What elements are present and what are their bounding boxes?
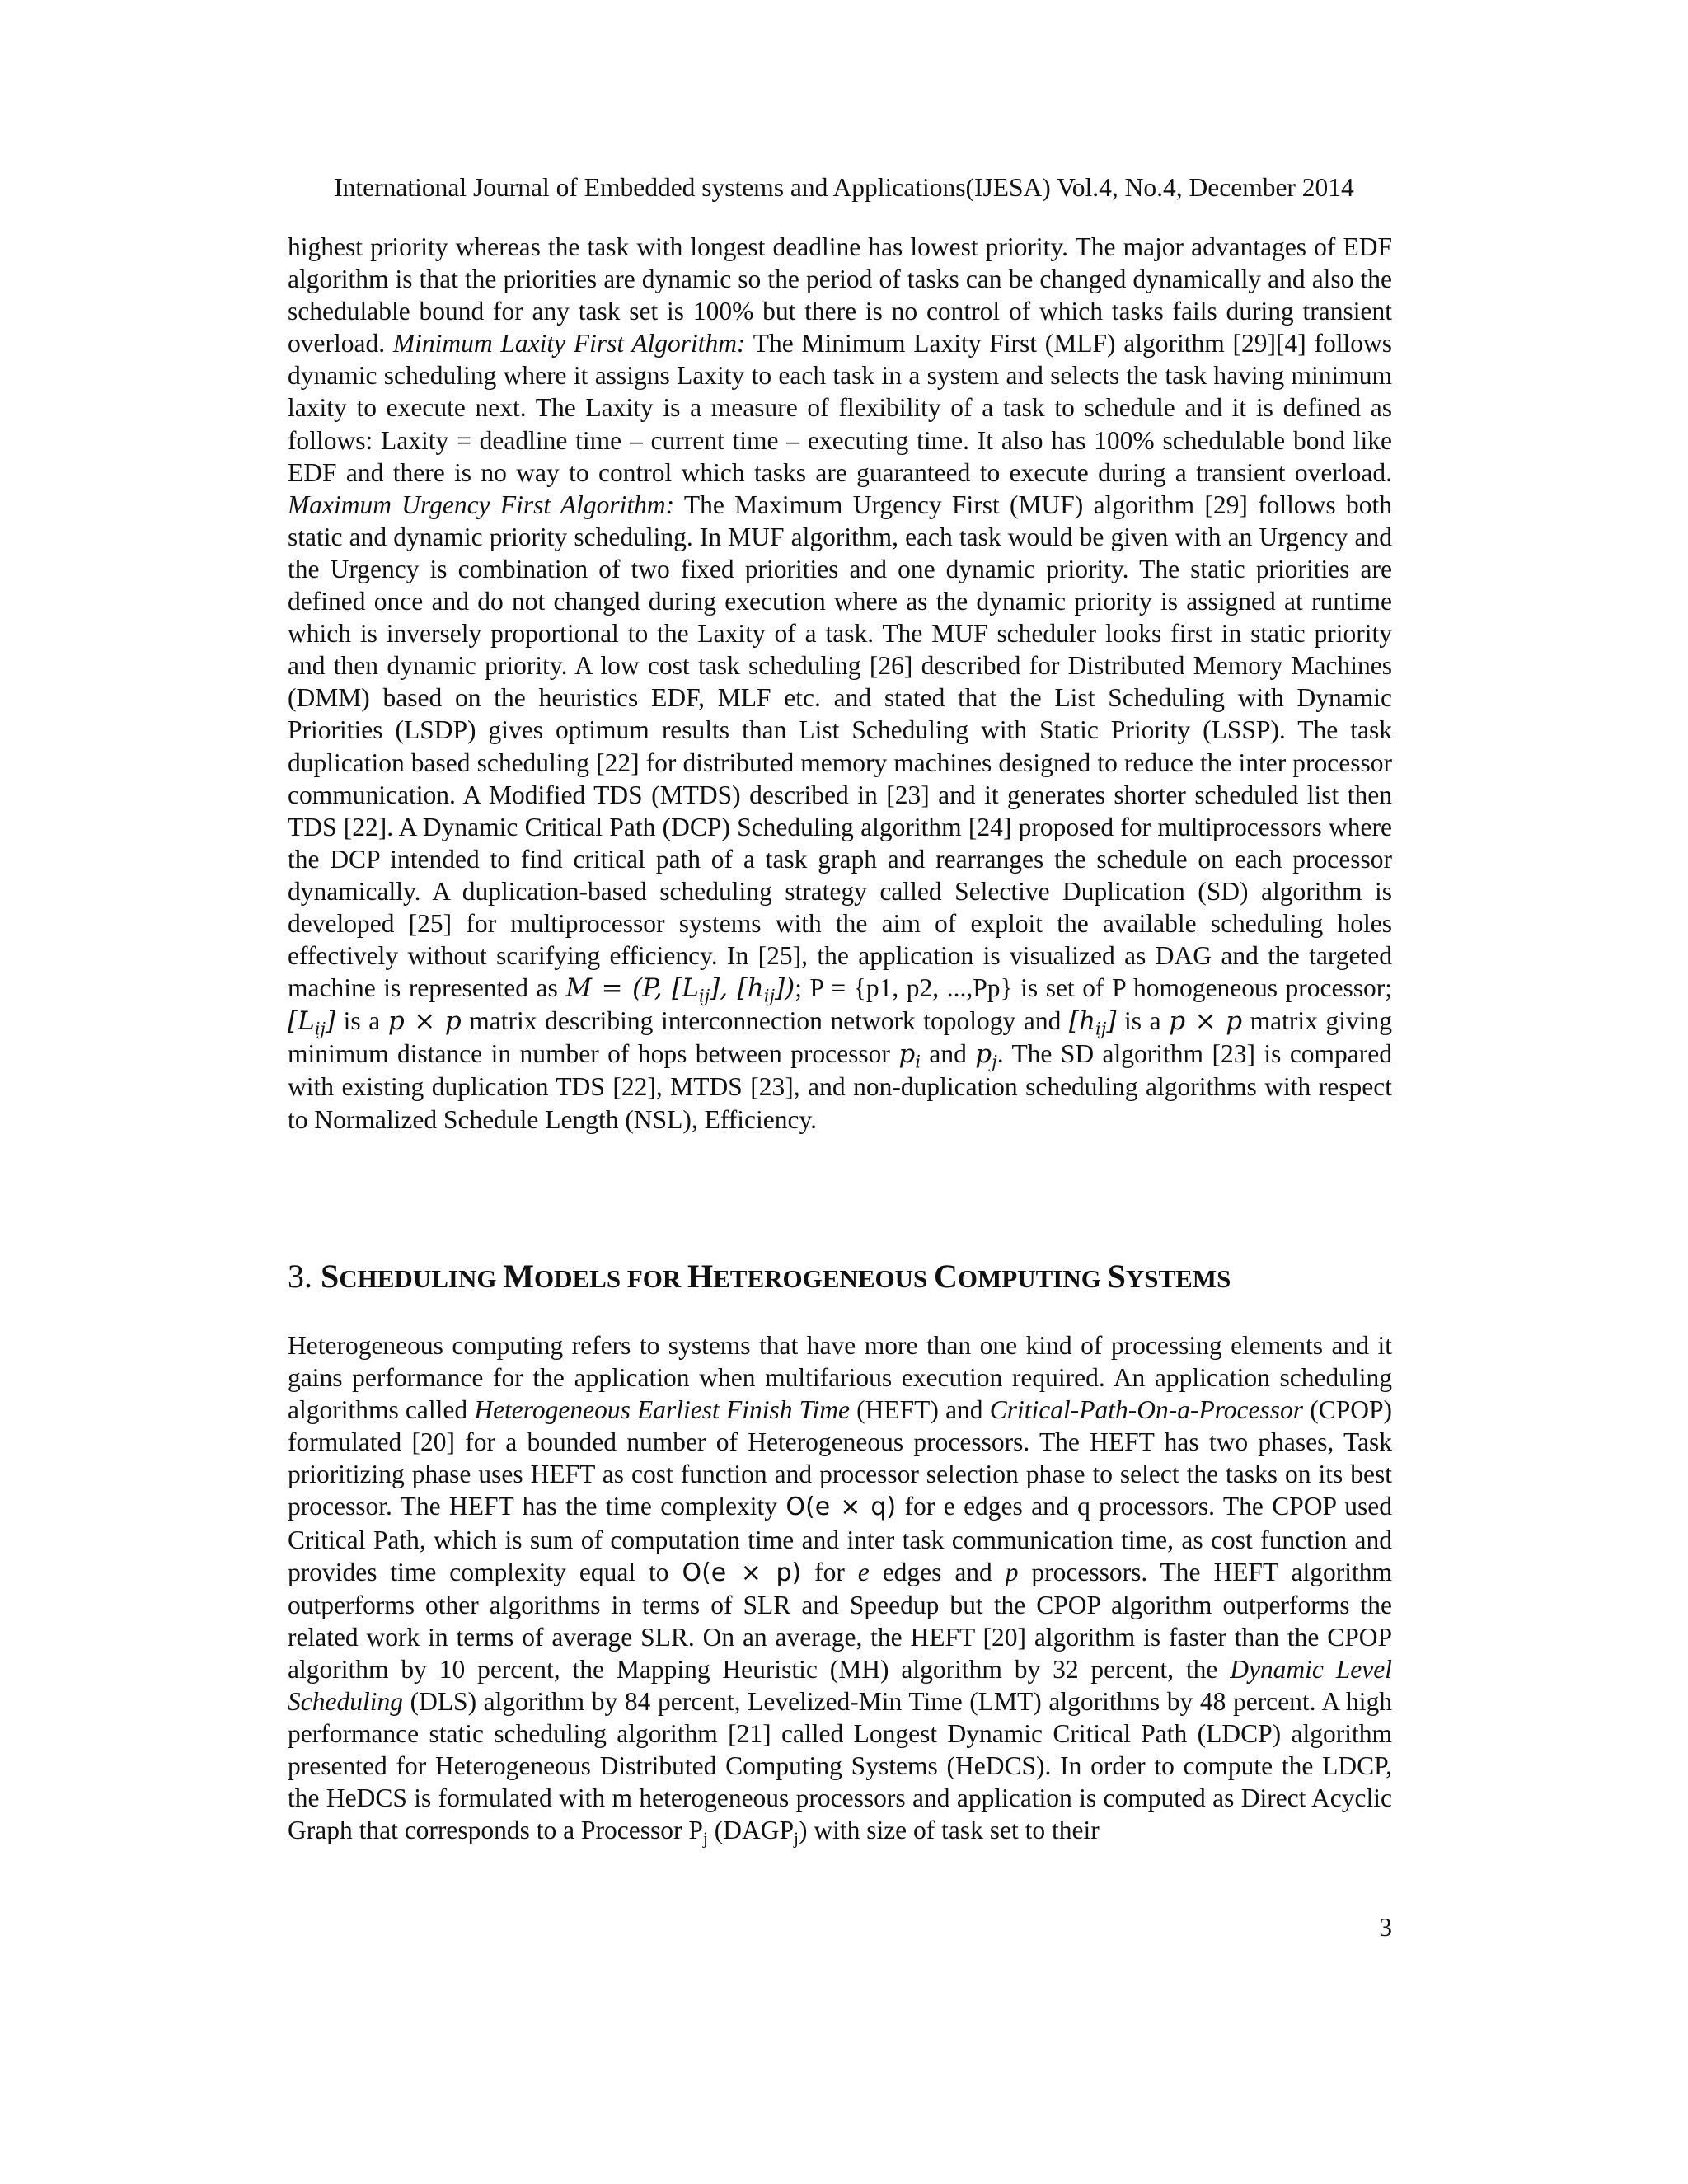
- text-run: ; P = {p1, p2, ...,Pp} is set of P homogeneous processor;: [795, 973, 1392, 1003]
- text-run: ) with size of task set to their: [798, 1816, 1100, 1845]
- italic-term-cpop: Critical-Path-On-a-Processor: [989, 1395, 1304, 1425]
- math-p-by-p: p × p: [387, 1006, 462, 1037]
- text-run: for e edges and q processors. The CPOP used Critical Path, which is sum of computation time and inter task communication time, as cost function and provides time complexity equal to: [288, 1492, 1393, 1586]
- text-run: matrix describing interconnection network topology and: [461, 1006, 1069, 1036]
- italic-term-mlf: Minimum Laxity First Algorithm:: [392, 329, 746, 359]
- text-run: (HEFT) and: [849, 1395, 990, 1425]
- text-run: is a: [1116, 1006, 1170, 1036]
- italic-var-e: e: [857, 1557, 870, 1586]
- text-run: for: [801, 1557, 858, 1586]
- text-run: highest priority whereas the task with longest deadline has lowest priority. The major advantages of EDF algorithm is that the priorities are dynamic so the period of tasks can be changed dynamically and also the schedulable bound for any task set is 100% but there is no control of which tasks fails during transient overload.: [288, 232, 1392, 359]
- math-h-matrix: $[h_{ij}]$: [1068, 1006, 1117, 1039]
- text-run: processors. The HEFT algorithm outperforms other algorithms in terms of SLR and Speedup but the CPOP algorithm outperforms the related work in terms of average SLR. On an average, the HEFT [20] algorithm is faster than the CPOP algorithm by 10 percent, the Mapping Heuristic (MH) algorithm by 32 percent, the: [288, 1557, 1393, 1684]
- math-heft-complexity: O(e × q): [785, 1493, 897, 1522]
- text-run: The Minimum Laxity First (MLF) algorithm [29][4] follows dynamic scheduling where it assigns Laxity to each task in a system and selects the task having minimum laxity to execute next. The Laxity is a measure of flexibility of a task to schedule and it is defined as follows: Laxity = deadline time – current time – executing time. It also has 100% schedulable bond like EDF and there is no way to control which tasks are guaranteed to execute during a transient overload.: [288, 329, 1392, 487]
- running-header: International Journal of Embedded systems and Applications(IJESA) Vol.4, No.4, December 2014: [334, 173, 1354, 202]
- math-p-by-p: p × p: [1169, 1006, 1243, 1037]
- text-run: (DLS) algorithm by 84 percent, Levelized-Min Time (LMT) algorithms by 48 percent. A high performance static scheduling algorithm [21] called Longest Dynamic Critical Path (LDCP) algorithm presented for Heterogeneous Distributed Computing Systems (HeDCS). In order to compute the LDCP, the HeDCS is formulated with m heterogeneous processors and application is computed as Direct Acyclic Graph that corresponds to a Processor P: [288, 1687, 1392, 1845]
- math-processor-pi: $p_i$: [898, 1039, 921, 1072]
- text-run: . The SD algorithm [23] is compared with existing duplication TDS [22], MTDS [23], and non-duplication scheduling algorithms with respect to Normalized Schedule Length (NSL), Efficiency.: [288, 1039, 1393, 1134]
- text-run: matrix giving minimum distance in number of hops between processor: [288, 1006, 1392, 1069]
- text-run: (CPOP) formulated [20] for a bounded number of Heterogeneous processors. The HEFT has two phases, Task prioritizing phase uses HEFT as cost function and processor selection phase to select the tasks on its best processor. The HEFT has the time complexity: [288, 1395, 1392, 1521]
- text-run: (DAGP: [707, 1816, 794, 1845]
- subscript-j: j: [702, 1828, 708, 1849]
- math-machine-model: M = (P, $[L_{ij}]$, $[h_{ij}]$): [565, 973, 795, 1006]
- italic-term-muf: Maximum Urgency First Algorithm:: [288, 490, 675, 519]
- italic-term-dls: Dynamic Level Scheduling: [288, 1654, 1392, 1717]
- math-cpop-complexity: O(e × p): [682, 1558, 802, 1587]
- text-run: and: [920, 1039, 976, 1069]
- math-processor-pj: $p_j$: [975, 1039, 997, 1072]
- text-run: The Maximum Urgency First (MUF) algorithm [29] follows both static and dynamic priority scheduling. In MUF algorithm, each task would be given with an Urgency and the Urgency is combination of two fixed priorities and one dynamic priority. The static priorities are defined once and do not changed during execution where as the dynamic priority is assigned at runtime which is inversely proportional to the Laxity of a task. The MUF scheduler looks first in static priority and then dynamic priority. A low cost task scheduling [26] described for Distributed Memory Machines (DMM) based on the heuristics EDF, MLF etc. and stated that the List Scheduling with Dynamic Priorities (LSDP) gives optimum results than List Scheduling with Static Priority (LSSP). The task duplication based scheduling [22] for distributed memory machines designed to reduce the inter processor communication. A Modified TDS (MTDS) described in [23] and it generates shorter scheduled list then TDS [22]. A Dynamic Critical Path (DCP) Scheduling algorithm [24] proposed for multiprocessors where the DCP intended to find critical path of a task graph and rearranges the schedule on each processor dynamically. A duplication-based scheduling strategy called Selective Duplication (SD) algorithm is developed [25] for multiprocessor systems with the aim of exploit the available scheduling holes effectively without scarifying efficiency. In [25], the application is visualized as DAG and the targeted machine is represented as: [288, 490, 1393, 1003]
- math-l-matrix: $[L_{ij}]$: [288, 1006, 336, 1039]
- body-paragraph-heterogeneous-computing: [288, 1329, 1392, 1847]
- text-run: edges and: [869, 1557, 1006, 1586]
- subscript-j: j: [794, 1828, 799, 1849]
- text-run: Heterogeneous computing refers to systems that have more than one kind of processing elements and it gains performance for the application when multifarious execution required. An application scheduling algorithms called: [288, 1331, 1392, 1425]
- section-heading: 3. SCHEDULING MODELS FOR HETEROGENEOUS COMPUTING SYSTEMS: [288, 1258, 1231, 1295]
- section-number: 3.: [288, 1258, 321, 1295]
- page-number: 3: [1379, 1913, 1392, 1942]
- body-paragraph-scheduling-algorithms: [288, 231, 1392, 1136]
- italic-term-heft: Heterogeneous Earliest Finish Time: [474, 1395, 850, 1425]
- text-run: is a: [335, 1006, 388, 1036]
- italic-var-p: p: [1005, 1557, 1019, 1586]
